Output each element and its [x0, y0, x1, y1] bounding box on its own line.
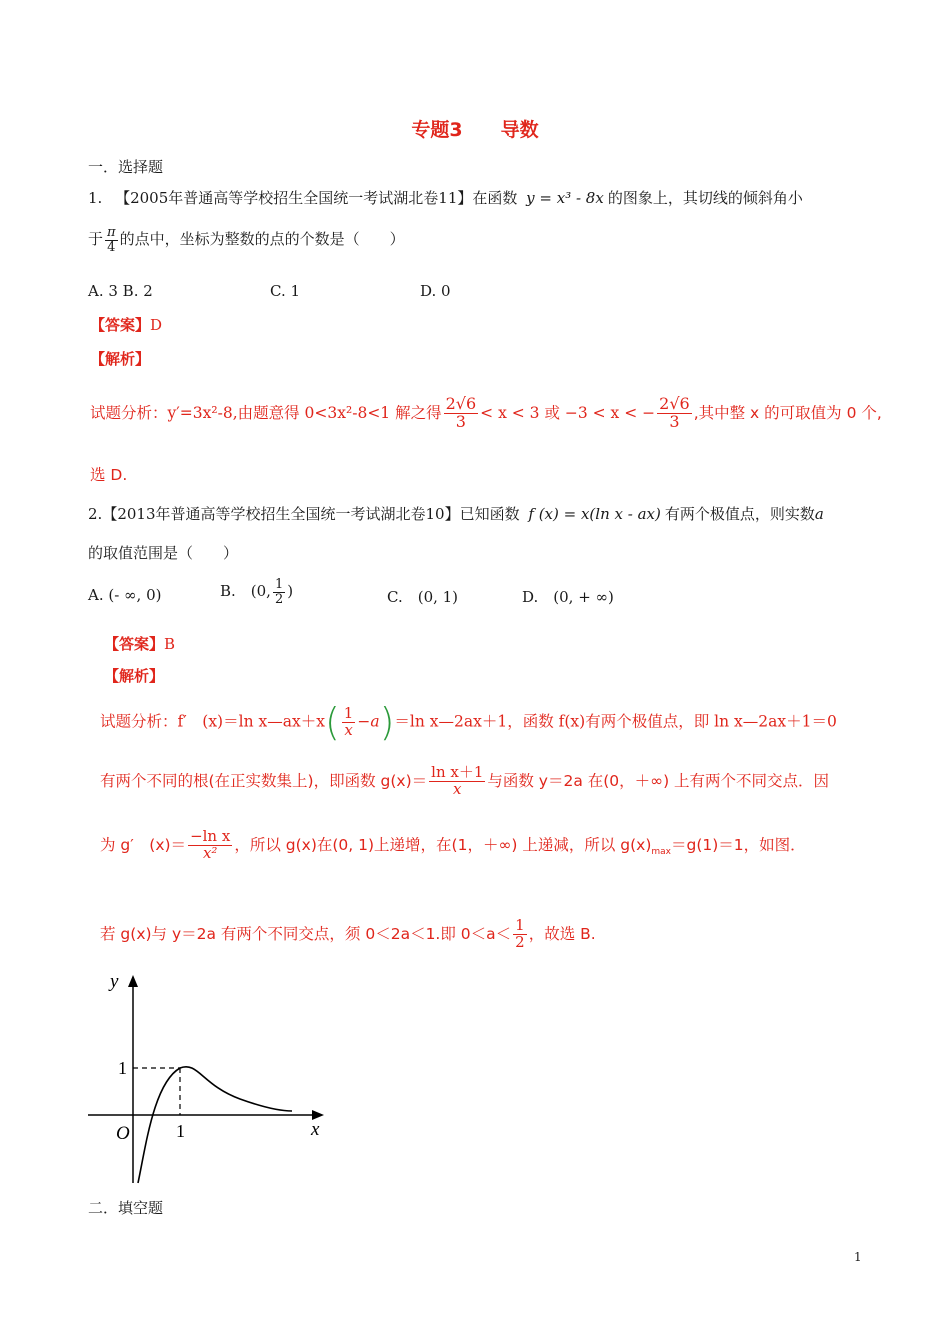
answer-line: [90, 314, 162, 335]
left-paren: (: [324, 700, 340, 744]
solution-prefix: 试题分析：: [90, 403, 168, 422]
question-1-line2: [88, 226, 405, 254]
fraction-one-half: [513, 918, 527, 951]
question-text: 在函数: [472, 189, 518, 207]
question-2-line2: 的取值范围是（ ）: [88, 544, 239, 562]
fraction-denominator: x²: [202, 843, 218, 862]
y-axis-arrow-icon: [128, 975, 138, 987]
question-text: 有两个极值点，则实数: [664, 505, 815, 523]
option-ab: A. 3 B. 2: [88, 282, 153, 300]
fraction-denominator: 2: [515, 932, 525, 951]
solution-2-line2: [100, 765, 829, 798]
solution-text: −a: [357, 712, 380, 731]
solution-2-line3: [100, 829, 806, 862]
fraction-denominator: x: [453, 779, 462, 798]
question-number: 2.: [88, 505, 103, 523]
fraction-numerator: 1: [515, 916, 525, 934]
question-text: 于: [88, 230, 104, 249]
question-1-line1: [88, 187, 803, 208]
origin-label: O: [116, 1123, 130, 1144]
answer-label: 【答案】: [90, 316, 151, 334]
solution-text: ，故选 B.: [528, 924, 596, 943]
fraction-numerator: π: [107, 225, 116, 240]
solution-text: y′=3x²-8,由题意得 0<3x²-8<1 解之得: [167, 403, 442, 422]
option-text: ): [287, 582, 294, 601]
option-text: B. (0,: [220, 582, 271, 601]
fraction-1-over-x: [342, 703, 356, 739]
solution-text: 若 g(x)与 y＝2a 有两个不同交点，须 0＜2a＜1.即 0＜a＜: [100, 924, 512, 943]
fraction-denominator: 3: [455, 411, 466, 431]
fraction-denominator: x: [344, 720, 353, 739]
answer-label: 【答案】: [104, 635, 165, 653]
page-number: 1: [854, 1250, 862, 1264]
option-d: D. (0, + ∞): [522, 588, 614, 606]
fraction-numerator: ln x＋1: [431, 763, 484, 781]
fraction-numerator: 1: [274, 577, 284, 592]
fraction-numerator: 1: [343, 703, 354, 722]
solution-text: ＝ln x—2ax＋1，函数 f(x)有两个极值点，即 ln x—2ax＋1＝0: [394, 712, 837, 731]
option-c: C. (0, 1): [387, 588, 459, 606]
solution-text: f′ (x)＝ln x—ax＋x: [177, 712, 325, 731]
solution-2-line1: [100, 700, 837, 744]
fraction-2sqrt6-over-3: [444, 396, 479, 431]
question-source: 【2013年普通高等学校招生全国统一考试湖北卷10】: [102, 505, 460, 523]
fraction-derivative: [188, 829, 232, 862]
right-paren: ): [379, 700, 395, 744]
solution-text: ，所以 g(x)在(0, 1)上递增，在(1，＋∞) 上递减，所以 g(x): [234, 835, 652, 854]
section-heading-fill: 二．填空题: [88, 1199, 164, 1217]
fraction-denominator: 4: [107, 239, 116, 255]
fraction-g-of-x: [429, 765, 485, 798]
solution-prefix: 试题分析：: [100, 712, 178, 731]
solution-text: 与函数 y＝2a 在(0，＋∞) 上有两个不同交点．因: [487, 771, 830, 790]
fraction-denominator: 2: [274, 591, 284, 607]
function-expression: y = x³ - 8x: [526, 189, 604, 207]
function-graph: [80, 965, 340, 1190]
question-number: 1.: [88, 189, 103, 207]
fraction-2sqrt6-over-3: [657, 396, 692, 431]
x-tick-label: 1: [176, 1121, 185, 1141]
function-expression: f (x) = x(ln x - ax): [528, 505, 661, 523]
solution-1-line2: 选 D.: [90, 466, 128, 484]
question-text: 的图象上，其切线的倾斜角小: [607, 189, 803, 207]
variable-a: a: [814, 505, 824, 523]
fraction-numerator: −ln x: [190, 827, 231, 845]
option-c: C. 1: [270, 282, 301, 300]
solution-text: 有两个不同的根(在正实数集上)，即函数 g(x)＝: [100, 771, 428, 790]
solution-text: < x < 3 或 −3 < x < −: [480, 403, 656, 422]
section-heading-choice: 一．选择题: [88, 158, 164, 176]
answer-value: B: [164, 635, 176, 653]
question-text: 的点中，坐标为整数的点的个数是（ ）: [119, 230, 405, 249]
solution-text: 为 g′ (x)＝: [100, 835, 187, 854]
answer-line: [104, 633, 175, 654]
x-axis-label: x: [311, 1119, 320, 1140]
y-axis-label: y: [110, 971, 119, 992]
option-b: [220, 578, 293, 606]
fraction-one-half: [273, 578, 285, 606]
fraction-numerator: 2√6: [659, 394, 690, 413]
analysis-label: 【解析】: [104, 667, 165, 685]
fraction-pi-over-4: [105, 226, 118, 254]
solution-text: ,其中整 x 的可取值为 0 个,: [693, 403, 882, 422]
question-2-line1: [88, 503, 824, 524]
curve-g-of-x: [138, 1067, 292, 1183]
answer-value: D: [150, 316, 163, 334]
fraction-numerator: 2√6: [445, 394, 477, 413]
y-tick-label: 1: [118, 1058, 127, 1078]
solution-2-line4: [100, 918, 596, 951]
analysis-label: 【解析】: [90, 350, 151, 368]
solution-1-line1: [90, 396, 882, 431]
solution-text: ＝g(1)＝1，如图．: [670, 835, 806, 854]
subscript-max: max: [651, 846, 671, 857]
option-d: D. 0: [420, 282, 451, 300]
question-source: 【2005年普通高等学校招生全国统一考试湖北卷11】: [115, 189, 473, 207]
fraction-denominator: 3: [669, 411, 680, 431]
question-text: 已知函数: [459, 505, 520, 523]
option-a: A. (- ∞, 0): [88, 586, 162, 604]
page-title: 专题3 导数: [411, 119, 539, 141]
